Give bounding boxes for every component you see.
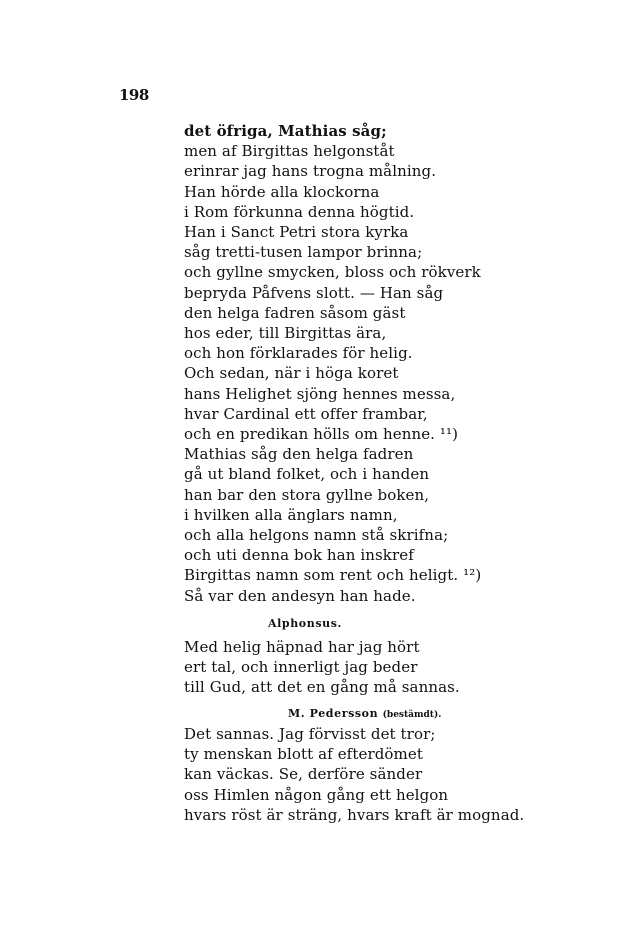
verse-line: hvars röst är sträng, hvars kraft är mognad. xyxy=(184,805,525,824)
verse-line: den helga fadren såsom gäst xyxy=(184,303,406,322)
verse-line: hans Helighet sjöng hennes messa, xyxy=(184,384,456,403)
verse-line: erinrar jag hans trogna målning. xyxy=(184,162,437,181)
verse-line: och hon förklarades för helig. xyxy=(184,344,413,363)
verse-line: Det sannas. Jag förvisst det tror; xyxy=(184,725,436,743)
verse-line: oss Himlen någon gång ett helgon xyxy=(184,785,449,804)
verse-line: hvar Cardinal ett offer frambar, xyxy=(184,404,428,423)
verse-line: i hvilken alla änglars namn, xyxy=(184,505,398,524)
verse-line: Birgittas namn som rent och heligt. ¹²) xyxy=(184,566,482,585)
verse-line: bepryda Påfvens slott. — Han såg xyxy=(184,283,444,302)
verse-line: Med helig häpnad har jag hört xyxy=(184,638,420,656)
verse-line: det öfriga, Mathias såg; xyxy=(184,122,387,140)
verse-line: Och sedan, när i höga koret xyxy=(184,364,399,383)
speaker-name: M. Pedersson xyxy=(288,707,379,720)
page-number: 198 xyxy=(119,86,149,104)
verse-line: och alla helgons namn stå skrifna; xyxy=(184,526,449,545)
verse-line: och gyllne smycken, bloss och rökverk xyxy=(184,263,481,282)
verse-line: till Gud, att det en gång må sannas. xyxy=(184,678,460,697)
verse-line: i Rom förkunna denna högtid. xyxy=(184,202,415,221)
verse-line: Han i Sanct Petri stora kyrka xyxy=(184,223,409,242)
stanza-narration xyxy=(184,121,604,606)
verse-line: och uti denna bok han inskref xyxy=(184,546,414,565)
verse-line: ert tal, och innerligt jag beder xyxy=(184,658,418,677)
verse-line: kan väckas. Se, derföre sänder xyxy=(184,765,423,784)
verse-line: Han hörde alla klockorna xyxy=(184,182,380,201)
verse-line: hos eder, till Birgittas ära, xyxy=(184,324,387,343)
verse-line: Mathias såg den helga fadren xyxy=(184,445,414,464)
verse-line: gå ut bland folket, och i handen xyxy=(184,465,430,484)
verse-line: han bar den stora gyllne boken, xyxy=(184,485,430,504)
verse-line: Så var den andesyn han hade. xyxy=(184,586,416,605)
verse-line: ty menskan blott af efterdömet xyxy=(184,745,423,764)
verse-line: men af Birgittas helgonståt xyxy=(184,142,395,161)
stanza-pedersson xyxy=(184,724,604,825)
stage-direction: (bestämdt). xyxy=(382,710,442,720)
verse-line: såg tretti-tusen lampor brinna; xyxy=(184,243,423,262)
speaker-heading: Alphonsus. xyxy=(268,617,342,630)
stanza-alphonsus xyxy=(184,637,604,698)
speaker-heading xyxy=(288,707,441,720)
verse-line: och en predikan hölls om henne. ¹¹) xyxy=(184,425,459,444)
